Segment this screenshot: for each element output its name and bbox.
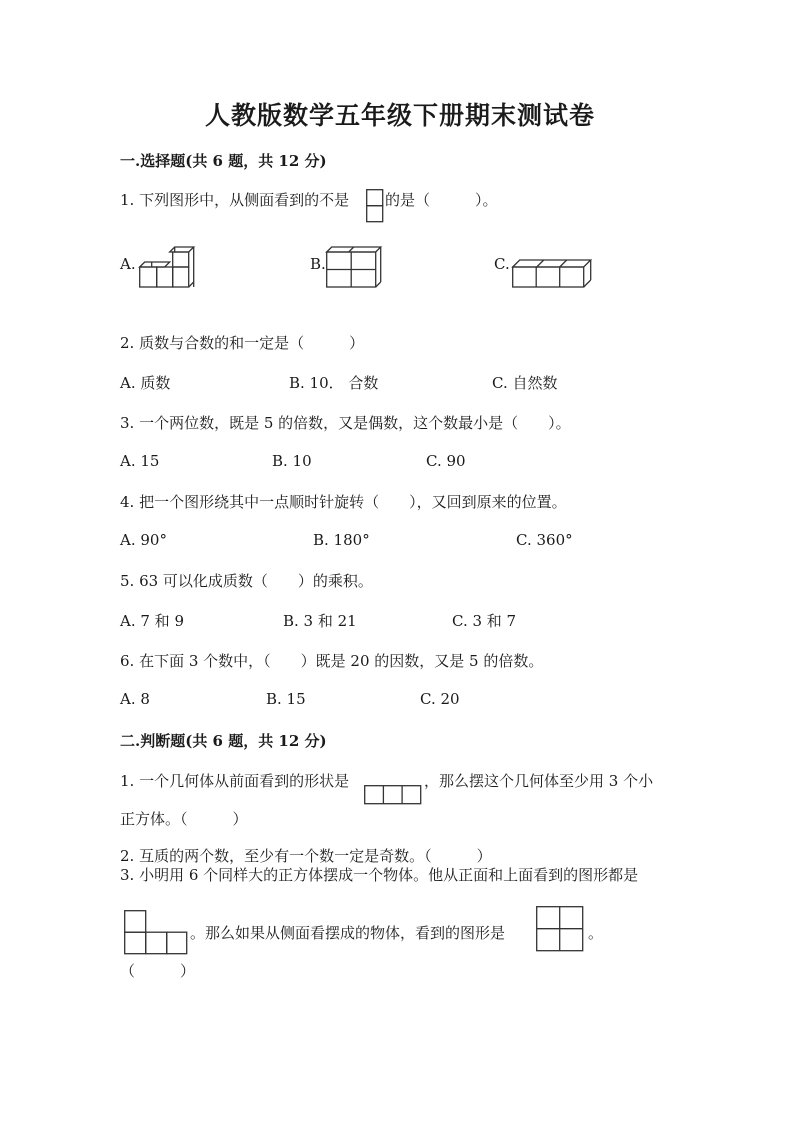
question-1-stem-end: 的是（ ）。 xyxy=(385,191,498,209)
q6-option-a[interactable]: A. 8 xyxy=(120,690,150,708)
question-5-stem: 5. 63 可以化成质数（ ）的乘积。 xyxy=(120,572,373,590)
judgement-2-stem: 2. 互质的两个数，至少有一个数一定是奇数。（ ） xyxy=(120,847,492,865)
q3-option-c[interactable]: C. 90 xyxy=(426,452,466,470)
q2-option-a[interactable]: A. 质数 xyxy=(120,374,171,392)
j1-front-view-figure xyxy=(364,785,422,805)
question-3-stem: 3. 一个两位数，既是 5 的倍数，又是偶数，这个数最小是（ ）。 xyxy=(120,414,571,432)
q4-option-a[interactable]: A. 90° xyxy=(120,531,167,549)
judgement-3-line1: 3. 小明用 6 个同样大的正方体摆成一个物体。他从正面和上面看到的图形都是 xyxy=(120,866,639,884)
q5-option-a[interactable]: A. 7 和 9 xyxy=(120,612,184,630)
q1-option-a-cube-figure xyxy=(139,246,195,288)
q4-option-c[interactable]: C. 360° xyxy=(516,531,573,549)
page-title: 人教版数学五年级下册期末测试卷 xyxy=(204,101,595,130)
j3-front-top-view-figure xyxy=(124,910,188,955)
q2-option-c[interactable]: C. 自然数 xyxy=(492,374,558,392)
judgement-3-line2: 。那么如果从侧面看摆成的物体，看到的图形是 xyxy=(190,924,506,942)
q6-option-c[interactable]: C. 20 xyxy=(420,690,460,708)
q1-option-c[interactable]: C. xyxy=(494,255,510,273)
q5-option-b[interactable]: B. 3 和 21 xyxy=(283,612,357,630)
judgement-3-line2-end: 。 xyxy=(588,924,604,942)
q1-option-c-cube-figure xyxy=(512,259,592,289)
section-heading-choice: 一.选择题(共 6 题，共 12 分) xyxy=(120,152,327,170)
q5-option-c[interactable]: C. 3 和 7 xyxy=(452,612,517,630)
judgement-3-line3: （ ） xyxy=(120,962,196,980)
section-heading-judgement: 二.判断题(共 6 题，共 12 分) xyxy=(120,732,327,750)
q3-option-b[interactable]: B. 10 xyxy=(272,452,312,470)
question-6-stem: 6. 在下面 3 个数中，（ ）既是 20 的因数，又是 5 的倍数。 xyxy=(120,652,544,670)
q2-option-b[interactable]: B. 10． 合数 xyxy=(289,374,379,392)
j3-side-view-figure xyxy=(536,906,584,952)
q1-option-b-cube-figure xyxy=(326,246,382,288)
judgement-1-line1-start: 1. 一个几何体从前面看到的形状是 xyxy=(120,772,350,790)
judgement-1-line1-end: ，那么摆这个几何体至少用 3 个小 xyxy=(424,772,654,790)
q1-option-b[interactable]: B. xyxy=(310,255,326,273)
question-2-stem: 2. 质数与合数的和一定是（ ） xyxy=(120,334,365,352)
q6-option-b[interactable]: B. 15 xyxy=(266,690,306,708)
judgement-1-line2: 正方体。（ ） xyxy=(120,810,248,828)
question-4-stem: 4. 把一个图形绕其中一点顺时针旋转（ ），又回到原来的位置。 xyxy=(120,493,567,511)
q3-option-a[interactable]: A. 15 xyxy=(120,452,160,470)
q1-option-a[interactable]: A. xyxy=(120,255,136,273)
q4-option-b[interactable]: B. 180° xyxy=(313,531,370,549)
q1-two-square-figure xyxy=(366,189,384,223)
question-1-stem-start: 1. 下列图形中，从侧面看到的不是 xyxy=(120,191,350,209)
